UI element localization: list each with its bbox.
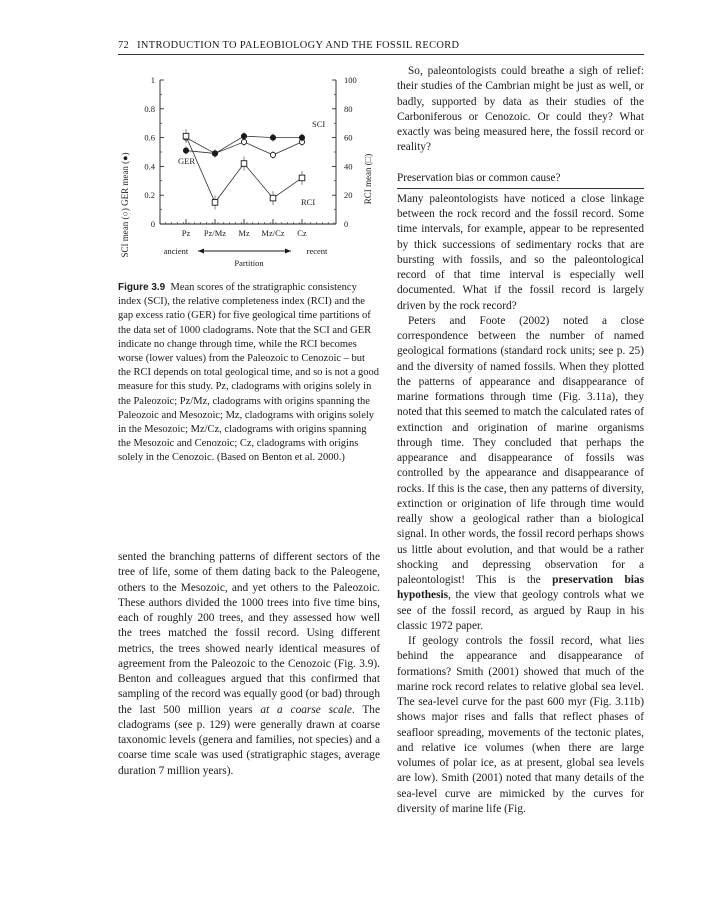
marker-ger-pz: [183, 148, 188, 153]
x-axis-label: Partition: [234, 258, 264, 268]
figure-caption: [118, 281, 380, 466]
right-tick-label: 20: [344, 190, 353, 201]
left-tick-label: 0.2: [144, 190, 155, 201]
right-tick-label: 0: [344, 219, 349, 229]
left-axis-label: SCI mean (○) GER mean (●): [120, 152, 130, 258]
running-title: INTRODUCTION TO PALEOBIOLOGY AND THE FOSSIL RECORD: [137, 40, 460, 51]
x-tick-label-pz: Pz: [181, 228, 191, 238]
caption-label: Figure 3.9: [118, 282, 166, 293]
right-tick-label: 100: [344, 75, 357, 85]
marker-rci-mz: [241, 161, 247, 167]
left-paragraph-part-a: sented the branching patterns of different sectors of the tree of life, some of them dating back to the Paleogene, others to the Mesozoic, and yet others to the Paleozoic. These authors divided the 1000 trees into five time bins, each of roughly 200 trees, and they assessed how well the trees matched the fossil record. Using different metrics, the trees showed nearly identical measures of agreement from the Paleozoic to the Cenozoic (Fig. 3.9). Benton and colleagues argued that this confirmed that sampling of the record was equally good (or bad) through the last 500 million years: [118, 551, 380, 716]
series-label-ger: GER: [178, 156, 195, 166]
left-axis-ticks: [144, 75, 164, 229]
left-tick-label: 0: [150, 219, 155, 229]
right-paragraph-1: So, paleontologists could breathe a sigh of relief: their studies of the Cambrian might be just as well, or badly, supported by data as their studies of the Carboniferous or Cenozoic. Or could they? What exactly was being measured here, the fossil record or reality?: [397, 65, 644, 154]
direction-end-label: recent: [306, 246, 328, 256]
marker-ger-pz-mz: [212, 151, 217, 156]
x-tick-label-mz-cz: Mz/Cz: [261, 228, 285, 238]
right-axis-label: RCI mean (□): [363, 153, 373, 205]
figure-3-9: [118, 68, 380, 278]
right-tick-label: 40: [344, 161, 353, 172]
series-label-rci: RCI: [301, 197, 316, 207]
page-number: 72: [118, 40, 130, 51]
direction-arrow: [198, 249, 291, 254]
right-paragraph-3-bold: preservation bias hypothesis: [397, 574, 644, 602]
marker-ger-mz-cz: [270, 135, 275, 140]
right-tick-label: 80: [344, 103, 353, 114]
left-tick-label: 0.8: [144, 103, 155, 114]
left-tick-label: 0.6: [144, 132, 155, 143]
marker-ger-mz: [241, 134, 246, 139]
running-head: [118, 40, 644, 55]
direction-start-label: ancient: [163, 246, 189, 256]
right-paragraph-3-part-b: , the view that geology controls what we see of the fossil record, as argued by Raup in his classic 1972 paper.: [397, 589, 644, 632]
x-tick-label-pz-mz: Pz/Mz: [203, 228, 227, 238]
marker-rci-mz-cz: [270, 195, 276, 201]
marker-rci-cz: [299, 175, 305, 181]
left-column-body: [118, 550, 380, 779]
series-label-sci: SCI: [312, 119, 326, 129]
marker-rci-pz-mz: [212, 200, 218, 206]
left-paragraph-part-b: . The cladograms (see p. 129) were generally drawn at coarse taxonomic levels (genera and families, not species) and a coarse time scale was used (stratigraphic stages, average duration 7 million years).: [118, 703, 381, 777]
right-paragraph-2: Many paleontologists have noticed a close linkage between the rock record and the fossil record. Some time intervals, for example, appear to be represented by thick successions of sedimentary rocks that are bursting with fossils, and so the paleontological record of that time interval is especially well documented. What if the fossil record is largely driven by the rock record?: [397, 192, 644, 312]
left-tick-label: 1: [150, 75, 155, 85]
x-tick-label-cz: Cz: [297, 228, 307, 238]
marker-sci-mz-cz: [270, 152, 275, 157]
section-heading: Preservation bias or common cause?: [397, 171, 644, 189]
right-paragraph-3: [397, 314, 644, 634]
x-axis-ticks: [182, 219, 307, 238]
right-tick-label: 60: [344, 132, 353, 143]
left-paragraph: [118, 550, 380, 779]
marker-rci-pz: [183, 133, 189, 139]
marker-ger-cz: [299, 135, 304, 140]
caption-text: Mean scores of the stratigraphic consistency index (SCI), the relative completeness index (RCI) and the gap excess ratio (GER) for five geological time partitions of the data set of 1000 cladograms. Note that the SCI and GER indicate no change through time, while the RCI becomes worse (lower values) from the Paleozoic to Cenozoic – but the RCI depends on total geological time, and so is not a good measure for this study. Pz, cladograms with origins solely in the Paleozoic; Pz/Mz, cladograms with origins spanning the Paleozoic and Mesozoic; Mz, cladograms with origins solely in the Mesozoic; Mz/Cz, cladograms with origins spanning the Mesozoic and Cenozoic; Cz, cladograms with origins solely in the Cenozoic. (Based on Benton et al. 2000.): [118, 282, 379, 464]
chart-svg: [118, 68, 380, 273]
left-paragraph-emphasis: at a coarse scale: [260, 703, 352, 716]
x-tick-label-mz: Mz: [238, 228, 250, 238]
series-markers: [183, 129, 305, 209]
right-column-body: [397, 64, 644, 817]
right-paragraph-4: If geology controls the fossil record, what lies behind the appearance and disappearance of formations? Smith (2001) showed that much of the marine rock record relates to relative global sea level. The sea-level curve for the past 600 myr (Fig. 3.11b) shows major rises and falls that reflect phases of seafloor spreading, movements of the tectonic plates, and relative ice volumes (when there are large volumes of polar ice, as at present, global sea levels are low). Smith (2001) noted that many details of the sea-level curve are mimicked by the curves for diversity of marine life (Fig.: [397, 635, 644, 815]
left-tick-label: 0.4: [144, 161, 155, 172]
right-paragraph-3-part-a: Peters and Foote (2002) noted a close correspondence between the number of named geological formations (standard rock units; see p. 25) and the diversity of named fossils. When they plotted the patterns of appearance and disappearance of marine formations through time (Fig. 3.11a), they noted that this seemed to match the calculated rates of extinction and origination of marine organisms through time. They concluded that perhaps the appearance and disappearance of fossils was controlled by the appearance and disappearance of rocks. If this is the case, then any patterns of diversity, extinction or origination of life through time would really show a geological rather than a biological signal. In other words, the fossil record perhaps shows us little about evolution, and that would be a rather shocking and depressing observation for a paleontologist! This is the: [397, 314, 644, 586]
